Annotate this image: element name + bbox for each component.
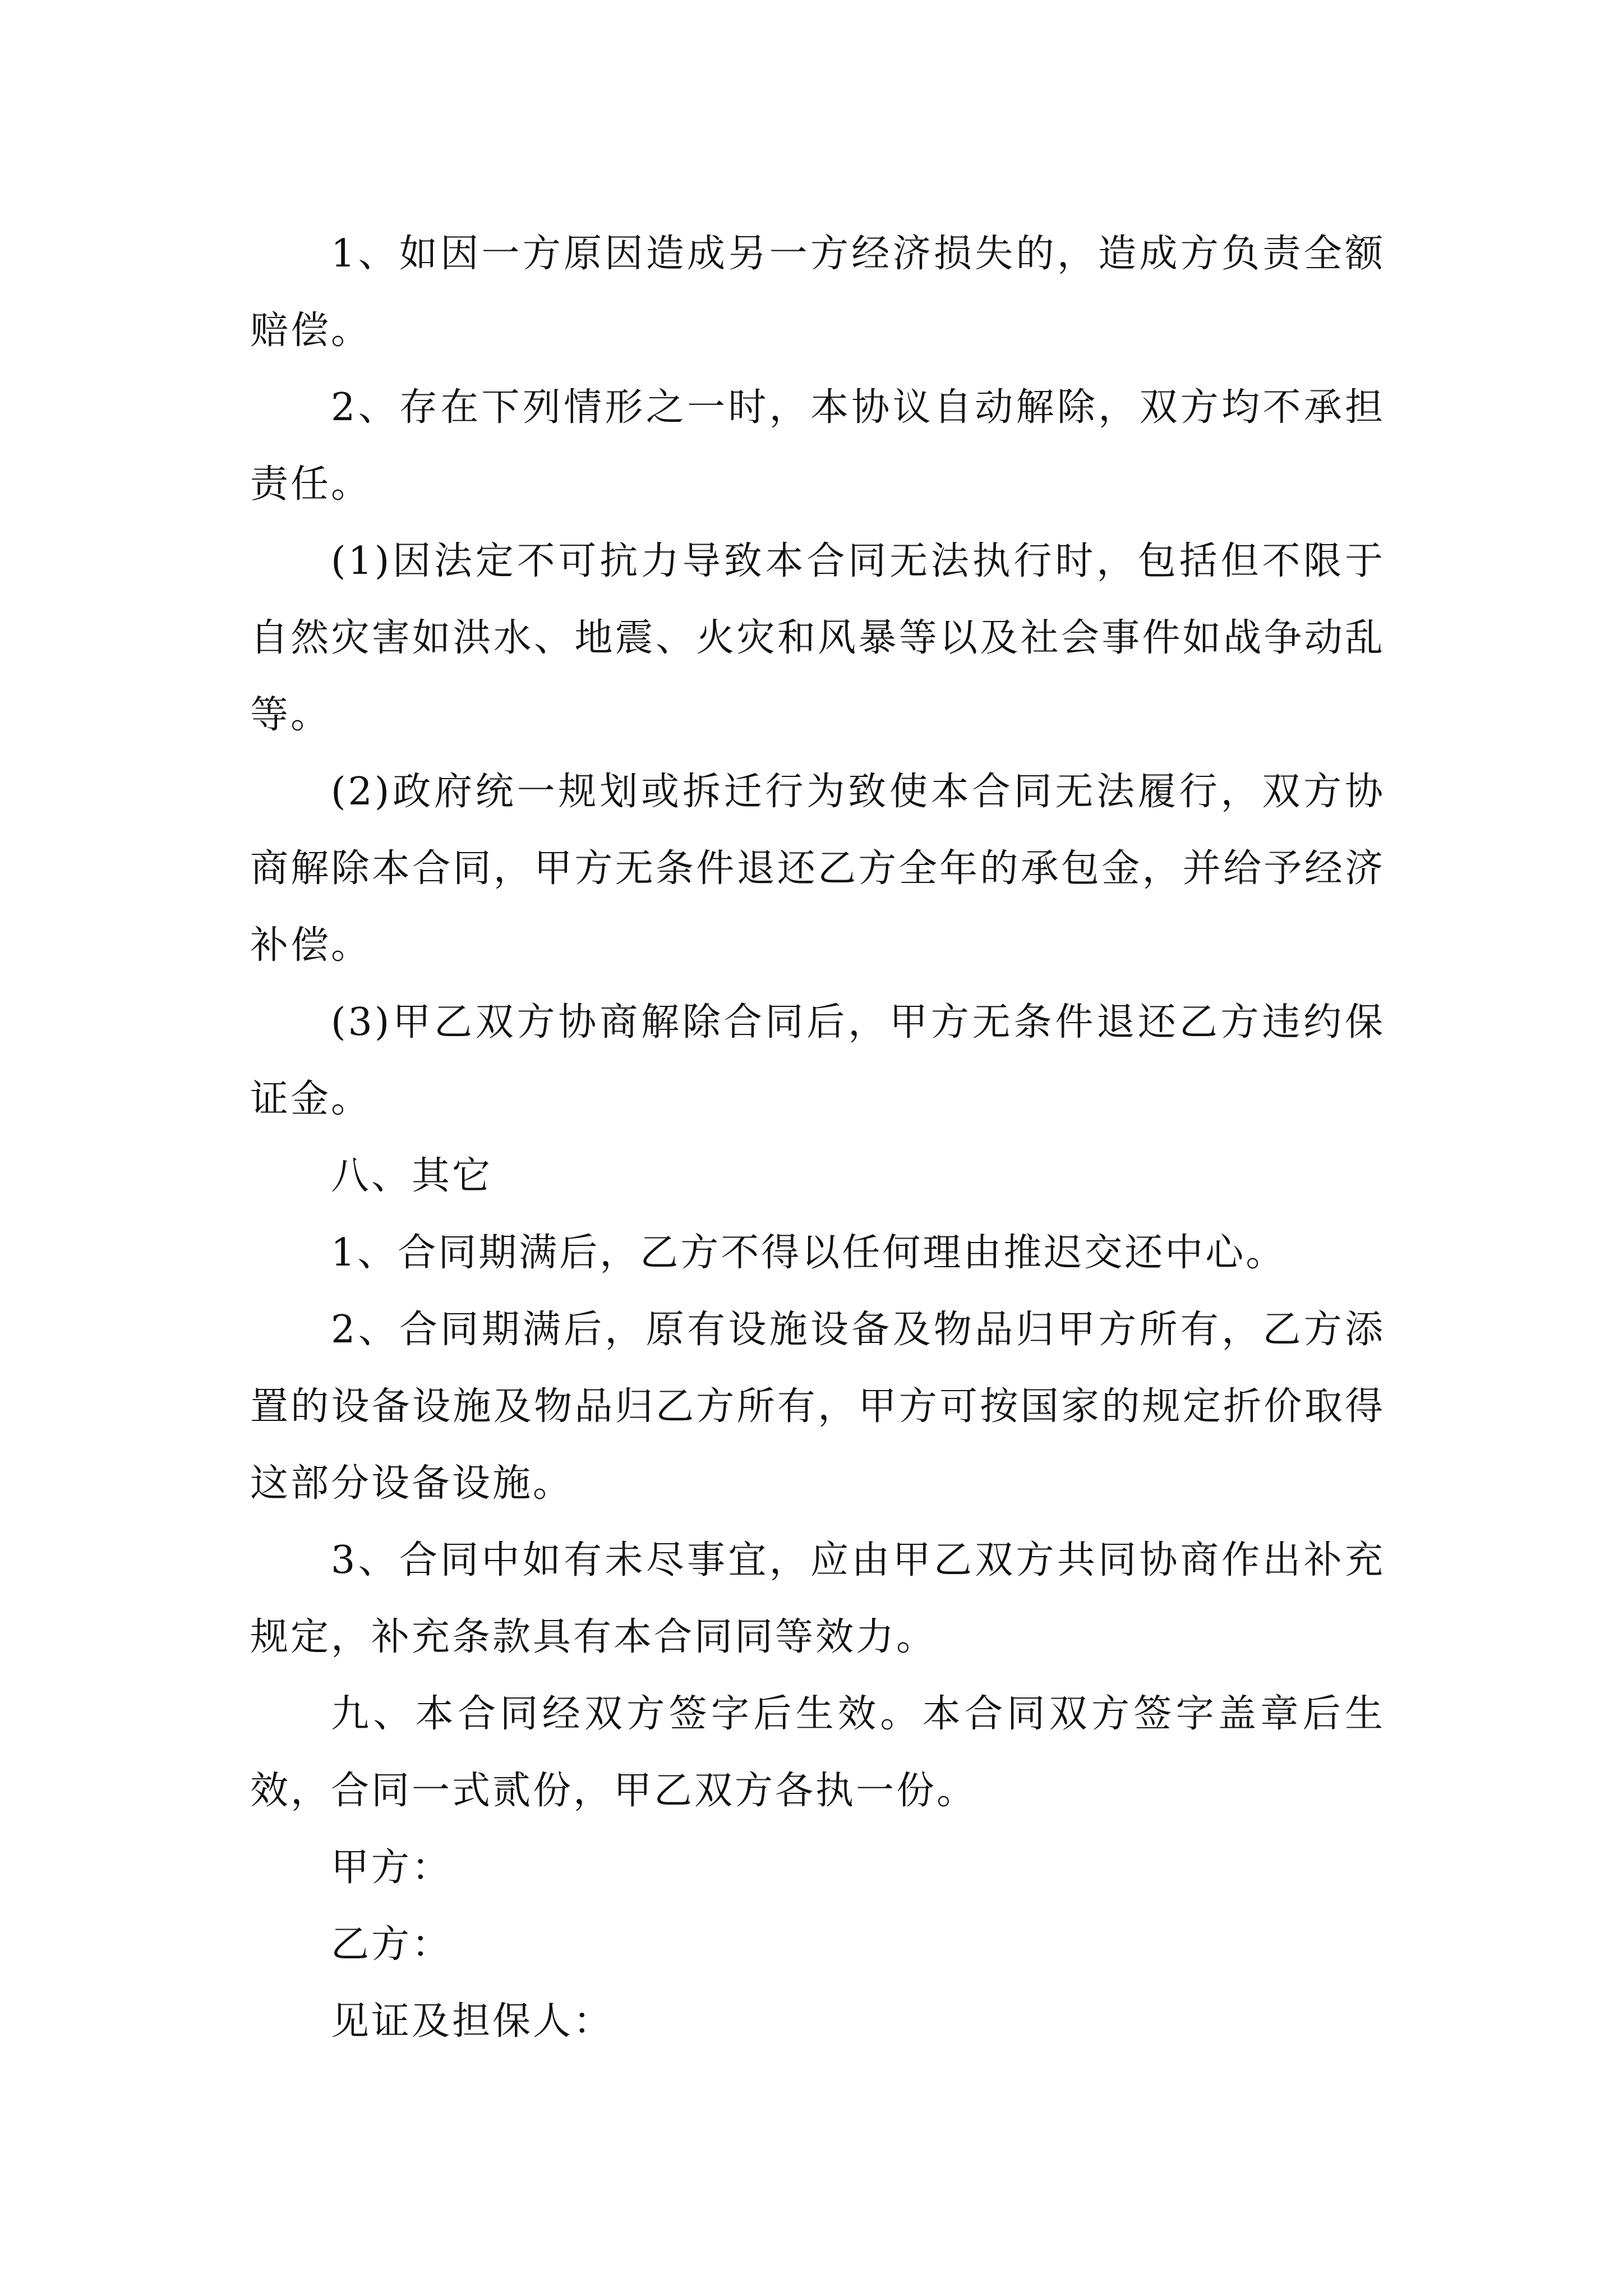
clause-compensation: 1、如因一方原因造成另一方经济损失的，造成方负责全额赔偿。 xyxy=(250,232,1385,353)
clause-equipment-ownership: 2、合同期满后，原有设施设备及物品归甲方所有，乙方添置的设备设施及物品归乙方所有，甲方可按国家的规定折价取得这部分设备设施。 xyxy=(250,1308,1385,1506)
signature-party-b: 乙方： xyxy=(331,1922,453,1967)
clause-effectiveness: 九、本合同经双方签字后生效。本合同双方签字盖章后生效，合同一式贰份，甲乙双方各执一份。 xyxy=(250,1692,1385,1813)
clause-force-majeure: (1)因法定不可抗力导致本合同无法执行时，包括但不限于自然灾害如洪水、地震、火灾和风暴等以及社会事件如战争动乱等。 xyxy=(250,539,1385,737)
clause-mutual-termination: (3)甲乙双方协商解除合同后，甲方无条件退还乙方违约保证金。 xyxy=(250,1000,1385,1121)
signature-party-a: 甲方： xyxy=(331,1846,453,1890)
clause-supplementary: 3、合同中如有未尽事宜，应由甲乙双方共同协商作出补充规定，补充条款具有本合同同等效力。 xyxy=(250,1538,1385,1659)
clause-termination: 2、存在下列情形之一时，本协议自动解除，双方均不承担责任。 xyxy=(250,385,1385,507)
clause-government-planning: (2)政府统一规划或拆迁行为致使本合同无法履行，双方协商解除本合同，甲方无条件退还乙方全年的承包金，并给予经济补偿。 xyxy=(250,770,1385,968)
document-body xyxy=(250,215,1385,2060)
section-heading-other: 八、其它 xyxy=(331,1154,493,1198)
signature-witness: 见证及担保人： xyxy=(331,1999,614,2044)
clause-return-center: 1、合同期满后，乙方不得以任何理由推迟交还中心。 xyxy=(331,1231,1287,1275)
